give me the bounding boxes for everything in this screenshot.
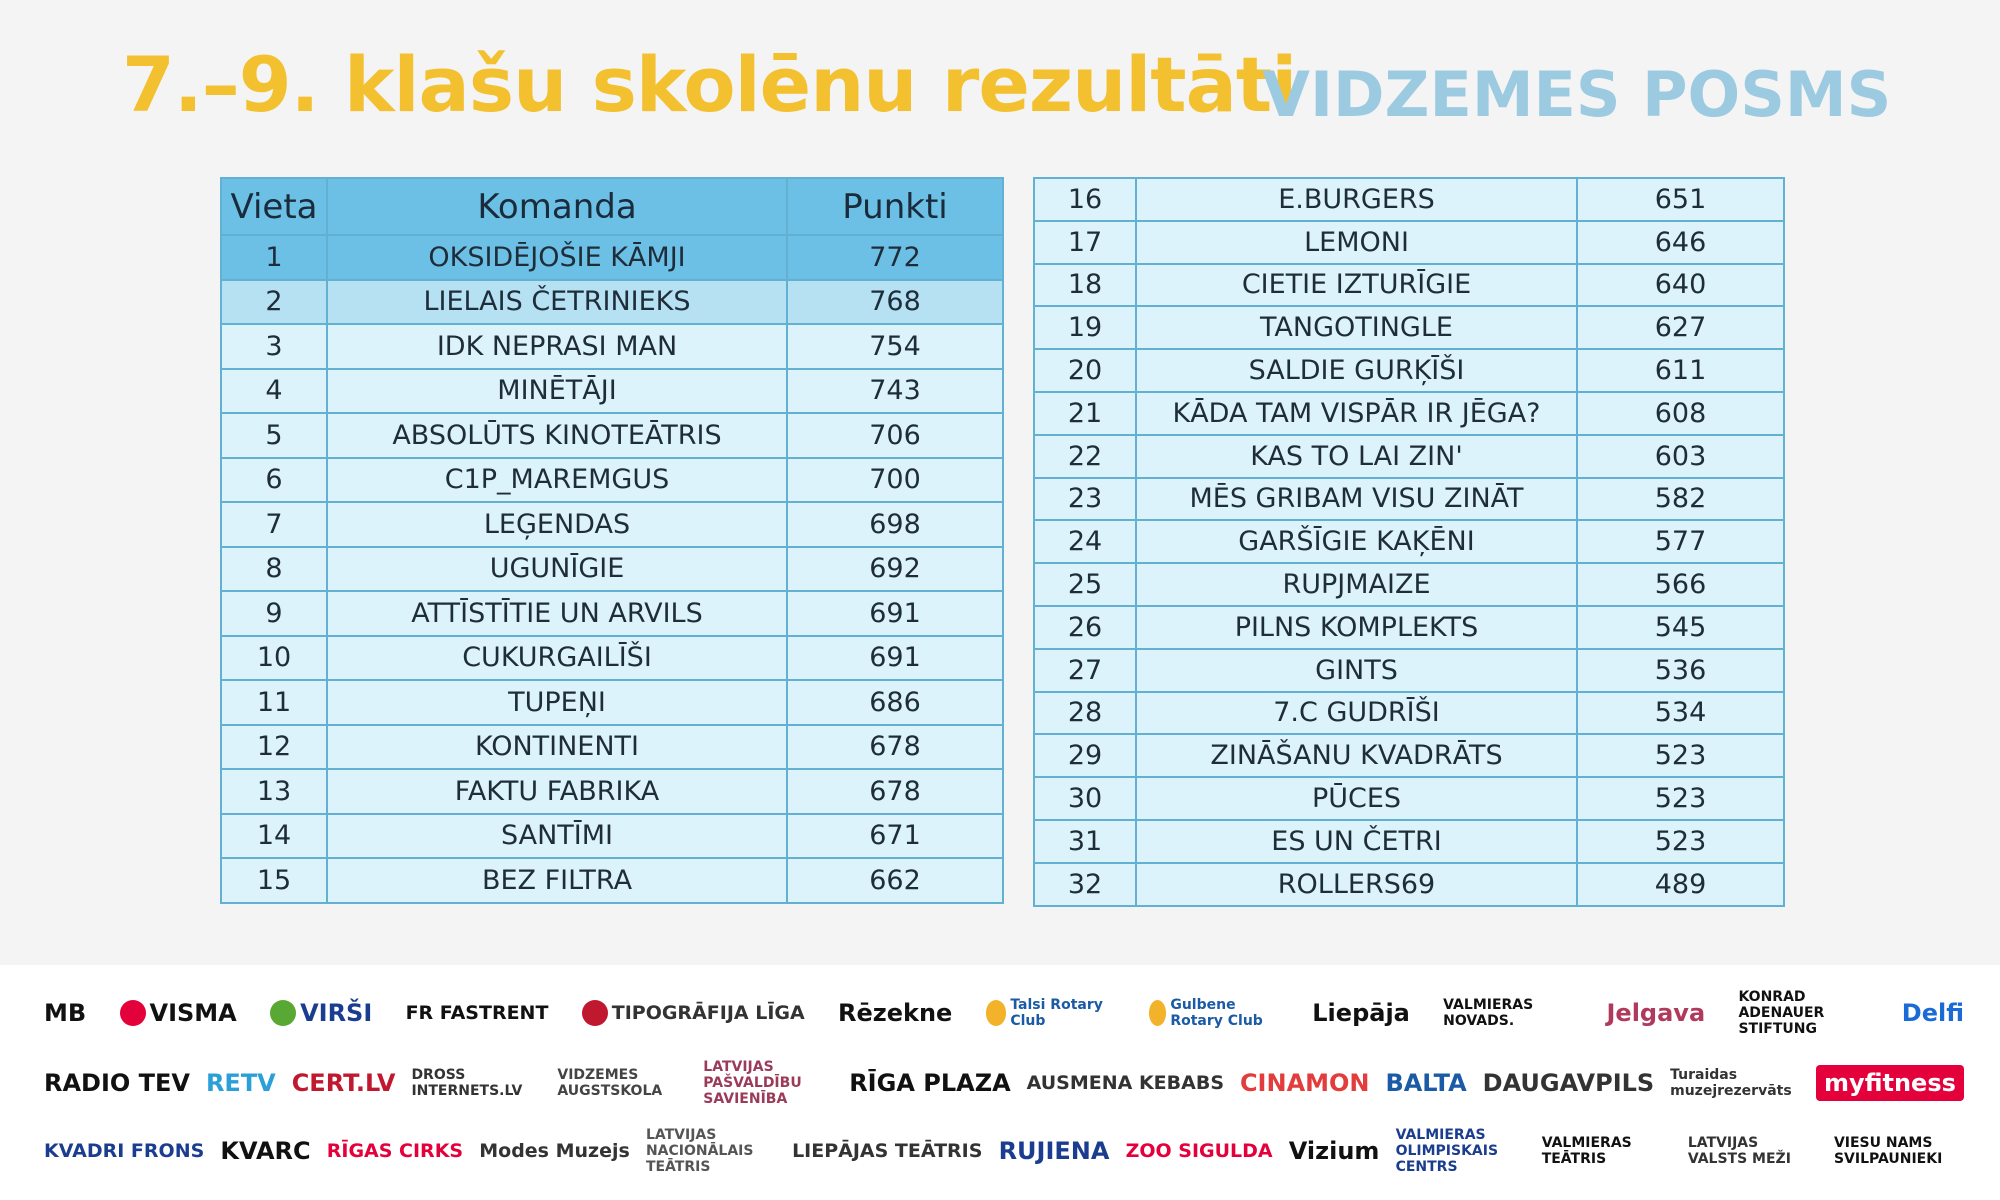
points-cell: 671 — [787, 814, 1003, 859]
points-cell: 582 — [1577, 478, 1784, 521]
points-cell: 577 — [1577, 520, 1784, 563]
table-row — [221, 458, 1003, 503]
table-row — [1034, 178, 1784, 221]
place-cell: 2 — [221, 280, 327, 325]
place-cell: 19 — [1034, 306, 1136, 349]
points-cell: 651 — [1577, 178, 1784, 221]
sponsor-logo — [1606, 999, 1705, 1027]
sponsor-name: VALMIERAS TEĀTRIS — [1541, 1135, 1632, 1167]
results-table-left — [220, 177, 1004, 904]
place-cell: 13 — [221, 769, 327, 814]
sponsor-logo — [120, 999, 237, 1027]
team-cell: ATTĪSTĪTIE UN ARVILS — [327, 591, 787, 636]
sponsor-logo — [1312, 999, 1410, 1027]
sponsor-logo — [792, 1140, 982, 1162]
table-row — [1034, 221, 1784, 264]
sponsor-logo — [1385, 1069, 1466, 1097]
sponsor-logo — [292, 1069, 396, 1097]
points-cell: 534 — [1577, 692, 1784, 735]
table-header-row — [221, 178, 1003, 235]
team-cell: PILNS KOMPLEKTS — [1136, 606, 1577, 649]
table-row — [1034, 606, 1784, 649]
sponsor-logo — [849, 1069, 1010, 1097]
sponsor-logo — [1542, 1135, 1672, 1167]
sponsor-logo — [1688, 1135, 1818, 1167]
place-cell: 22 — [1034, 435, 1136, 478]
team-cell: BEZ FILTRA — [327, 858, 787, 903]
sponsor-logo — [270, 999, 372, 1027]
team-cell: LEMONI — [1136, 221, 1577, 264]
table-row — [1034, 520, 1784, 563]
place-cell: 6 — [221, 458, 327, 503]
table-row — [221, 235, 1003, 280]
sponsor-name: ZOO SIGULDA — [1125, 1140, 1273, 1162]
sponsor-name: Turaidas muzejrezervāts — [1670, 1067, 1792, 1099]
sponsor-name: RĪGA PLAZA — [849, 1069, 1011, 1097]
points-cell: 523 — [1577, 820, 1784, 863]
sponsor-row — [44, 1127, 1964, 1175]
sponsor-logo — [411, 1067, 541, 1099]
points-cell: 754 — [787, 324, 1003, 369]
place-cell: 14 — [221, 814, 327, 859]
points-cell: 768 — [787, 280, 1003, 325]
sponsor-name: KVARC — [220, 1137, 311, 1165]
sponsor-logo — [1396, 1127, 1526, 1175]
place-cell: 29 — [1034, 734, 1136, 777]
place-cell: 24 — [1034, 520, 1136, 563]
sponsor-logo — [44, 1140, 204, 1162]
sponsor-logo — [1816, 1065, 1964, 1101]
place-cell: 21 — [1034, 392, 1136, 435]
points-cell: 640 — [1577, 264, 1784, 307]
team-cell: IDK NEPRASI MAN — [327, 324, 787, 369]
table-row — [221, 502, 1003, 547]
sponsor-row — [44, 989, 1964, 1037]
place-cell: 32 — [1034, 863, 1136, 906]
sponsor-logo — [838, 999, 952, 1027]
sponsor-name: CINAMON — [1239, 1069, 1370, 1097]
sponsor-name: RADIO TEV — [44, 1069, 191, 1097]
table-row — [1034, 734, 1784, 777]
sponsor-logo — [1738, 989, 1868, 1037]
sponsor-logo — [999, 1137, 1110, 1165]
sponsor-name: Rēzekne — [838, 999, 953, 1027]
sponsor-logo — [646, 1127, 776, 1175]
points-cell: 678 — [787, 725, 1003, 770]
table-row — [1034, 563, 1784, 606]
sponsor-row — [44, 1059, 1964, 1107]
table-row — [1034, 692, 1784, 735]
place-cell: 10 — [221, 636, 327, 681]
page-subtitle: VIDZEMES POSMS — [1262, 58, 1892, 131]
table-row — [1034, 264, 1784, 307]
table-row — [221, 636, 1003, 681]
place-cell: 4 — [221, 369, 327, 414]
points-cell: 603 — [1577, 435, 1784, 478]
sponsor-name: MB — [44, 999, 87, 1027]
sponsor-logos-strip — [0, 965, 2000, 1200]
sponsor-name: KVADRI FRONS — [44, 1140, 205, 1162]
table-row — [221, 591, 1003, 636]
sponsor-name: DAUGAVPILS — [1482, 1069, 1655, 1097]
header-points: Punkti — [787, 178, 1003, 235]
points-cell: 545 — [1577, 606, 1784, 649]
points-cell: 691 — [787, 591, 1003, 636]
sponsor-logo — [1240, 1069, 1370, 1097]
sponsor-name: VIRŠI — [300, 999, 373, 1027]
points-cell: 698 — [787, 502, 1003, 547]
team-cell: LIELAIS ČETRINIEKS — [327, 280, 787, 325]
place-cell: 27 — [1034, 649, 1136, 692]
sponsor-name: Liepāja — [1312, 999, 1410, 1027]
logo-mark-icon — [120, 1000, 146, 1026]
place-cell: 25 — [1034, 563, 1136, 606]
points-cell: 627 — [1577, 306, 1784, 349]
table-row — [1034, 649, 1784, 692]
sponsor-logo — [327, 1140, 463, 1162]
sponsor-name: RĪGAS CIRKS — [326, 1140, 464, 1162]
place-cell: 9 — [221, 591, 327, 636]
team-cell: FAKTU FABRIKA — [327, 769, 787, 814]
sponsor-logo — [1902, 999, 1964, 1027]
team-cell: PŪCES — [1136, 777, 1577, 820]
team-cell: 7.C GUDRĪŠI — [1136, 692, 1577, 735]
place-cell: 30 — [1034, 777, 1136, 820]
place-cell: 15 — [221, 858, 327, 903]
place-cell: 11 — [221, 680, 327, 725]
team-cell: ROLLERS69 — [1136, 863, 1577, 906]
sponsor-name: KONRAD ADENAUER STIFTUNG — [1738, 989, 1825, 1037]
team-cell: LEĢENDAS — [327, 502, 787, 547]
points-cell: 523 — [1577, 777, 1784, 820]
team-cell: KONTINENTI — [327, 725, 787, 770]
sponsor-logo — [220, 1137, 310, 1165]
sponsor-name: CERT.LV — [291, 1069, 396, 1097]
sponsor-name: Delfi — [1901, 999, 1964, 1027]
sponsor-name: LATVIJAS NACIONĀLAIS TEĀTRIS — [645, 1127, 754, 1175]
place-cell: 17 — [1034, 221, 1136, 264]
team-cell: OKSIDĒJOŠIE KĀMJI — [327, 235, 787, 280]
sponsor-name: RETV — [205, 1069, 276, 1097]
table-row — [221, 324, 1003, 369]
sponsor-logo — [557, 1067, 687, 1099]
team-cell: SALDIE GURĶĪŠI — [1136, 349, 1577, 392]
points-cell: 691 — [787, 636, 1003, 681]
sponsor-name: VIDZEMES AUGSTSKOLA — [557, 1067, 663, 1099]
sponsor-name: LATVIJAS VALSTS MEŽI — [1687, 1135, 1791, 1167]
team-cell: GINTS — [1136, 649, 1577, 692]
table-row — [1034, 392, 1784, 435]
sponsor-name: Gulbene Rotary Club — [1170, 997, 1263, 1029]
sponsor-logo — [1834, 1135, 1964, 1167]
sponsor-logo — [1126, 1140, 1273, 1162]
sponsor-logo — [1027, 1072, 1224, 1094]
points-cell: 772 — [787, 235, 1003, 280]
header-team: Komanda — [327, 178, 787, 235]
team-cell: SANTĪMI — [327, 814, 787, 859]
sponsor-logo — [44, 1069, 190, 1097]
team-cell: KAS TO LAI ZIN' — [1136, 435, 1577, 478]
team-cell: C1P_MAREMGUS — [327, 458, 787, 503]
logo-mark-icon — [582, 1000, 608, 1026]
table-row — [1034, 863, 1784, 906]
points-cell: 686 — [787, 680, 1003, 725]
sponsor-name: Modes Muzejs — [479, 1140, 630, 1162]
points-cell: 692 — [787, 547, 1003, 592]
table-row — [221, 680, 1003, 725]
table-row — [1034, 478, 1784, 521]
team-cell: CIETIE IZTURĪGIE — [1136, 264, 1577, 307]
sponsor-logo — [986, 997, 1116, 1029]
sponsor-logo — [1289, 1137, 1380, 1165]
sponsor-name: Vizium — [1288, 1137, 1380, 1165]
points-cell: 706 — [787, 413, 1003, 458]
sponsor-name: Jelgava — [1606, 999, 1706, 1027]
points-cell: 608 — [1577, 392, 1784, 435]
points-cell: 646 — [1577, 221, 1784, 264]
header-place: Vieta — [221, 178, 327, 235]
table-row — [221, 369, 1003, 414]
place-cell: 16 — [1034, 178, 1136, 221]
sponsor-name: BALTA — [1385, 1069, 1467, 1097]
team-cell: ABSOLŪTS KINOTEĀTRIS — [327, 413, 787, 458]
table-row — [221, 547, 1003, 592]
sponsor-name: VALMIERAS OLIMPISKAIS CENTRS — [1395, 1127, 1499, 1175]
team-cell: RUPJMAIZE — [1136, 563, 1577, 606]
sponsor-logo — [1670, 1067, 1800, 1099]
place-cell: 31 — [1034, 820, 1136, 863]
sponsor-logo — [1443, 997, 1573, 1029]
logo-mark-icon — [1149, 1000, 1166, 1026]
points-cell: 489 — [1577, 863, 1784, 906]
table-row — [1034, 306, 1784, 349]
team-cell: KĀDA TAM VISPĀR IR JĒGA? — [1136, 392, 1577, 435]
sponsor-logo — [703, 1059, 833, 1107]
table-row — [221, 280, 1003, 325]
sponsor-logo — [44, 999, 86, 1027]
points-cell: 523 — [1577, 734, 1784, 777]
place-cell: 3 — [221, 324, 327, 369]
page-title: 7.–9. klašu skolēnu rezultāti — [122, 40, 1297, 129]
team-cell: ES UN ČETRI — [1136, 820, 1577, 863]
logo-mark-icon — [986, 1000, 1007, 1026]
table-row — [221, 413, 1003, 458]
team-cell: TUPEŅI — [327, 680, 787, 725]
place-cell: 7 — [221, 502, 327, 547]
table-row — [1034, 820, 1784, 863]
table-row — [221, 814, 1003, 859]
sponsor-name: myfitness — [1816, 1065, 1964, 1101]
sponsor-name: TIPOGRĀFIJA LĪGA — [611, 1002, 805, 1024]
place-cell: 5 — [221, 413, 327, 458]
points-cell: 662 — [787, 858, 1003, 903]
team-cell: MINĒTĀJI — [327, 369, 787, 414]
sponsor-logo — [1483, 1069, 1655, 1097]
logo-mark-icon — [270, 1000, 296, 1026]
team-cell: GARŠĪGIE KAĶĒNI — [1136, 520, 1577, 563]
place-cell: 26 — [1034, 606, 1136, 649]
sponsor-name: AUSMENA KEBABS — [1026, 1072, 1225, 1094]
sponsor-name: VISMA — [149, 999, 237, 1027]
table-row — [1034, 435, 1784, 478]
results-table-right — [1033, 177, 1785, 907]
place-cell: 8 — [221, 547, 327, 592]
team-cell: E.BURGERS — [1136, 178, 1577, 221]
place-cell: 28 — [1034, 692, 1136, 735]
sponsor-name: FR FASTRENT — [405, 1002, 549, 1024]
sponsor-name: VALMIERAS NOVADS. — [1443, 997, 1534, 1029]
sponsor-logo — [206, 1069, 276, 1097]
place-cell: 20 — [1034, 349, 1136, 392]
sponsor-logo — [479, 1140, 630, 1162]
place-cell: 12 — [221, 725, 327, 770]
table-row — [1034, 777, 1784, 820]
table-row — [221, 725, 1003, 770]
points-cell: 536 — [1577, 649, 1784, 692]
place-cell: 1 — [221, 235, 327, 280]
sponsor-logo — [406, 1002, 549, 1024]
table-row — [1034, 349, 1784, 392]
sponsor-name: DROSS INTERNETS.LV — [411, 1067, 523, 1099]
team-cell: UGUNĪGIE — [327, 547, 787, 592]
points-cell: 566 — [1577, 563, 1784, 606]
place-cell: 18 — [1034, 264, 1136, 307]
sponsor-name: LATVIJAS PAŠVALDĪBU SAVIENĪBA — [703, 1059, 802, 1107]
sponsor-name: RUJIENA — [998, 1137, 1110, 1165]
sponsor-logo — [582, 1000, 805, 1026]
sponsor-name: VIESU NAMS SVILPAUNIEKI — [1833, 1135, 1943, 1167]
team-cell: ZINĀŠANU KVADRĀTS — [1136, 734, 1577, 777]
sponsor-name: Talsi Rotary Club — [1010, 997, 1103, 1029]
points-cell: 611 — [1577, 349, 1784, 392]
points-cell: 743 — [787, 369, 1003, 414]
points-cell: 678 — [787, 769, 1003, 814]
points-cell: 700 — [787, 458, 1003, 503]
team-cell: MĒS GRIBAM VISU ZINĀT — [1136, 478, 1577, 521]
sponsor-logo — [1149, 997, 1279, 1029]
team-cell: TANGOTINGLE — [1136, 306, 1577, 349]
table-row — [221, 769, 1003, 814]
sponsor-name: LIEPĀJAS TEĀTRIS — [792, 1140, 983, 1162]
table-row — [221, 858, 1003, 903]
team-cell: CUKURGAILĪŠI — [327, 636, 787, 681]
place-cell: 23 — [1034, 478, 1136, 521]
